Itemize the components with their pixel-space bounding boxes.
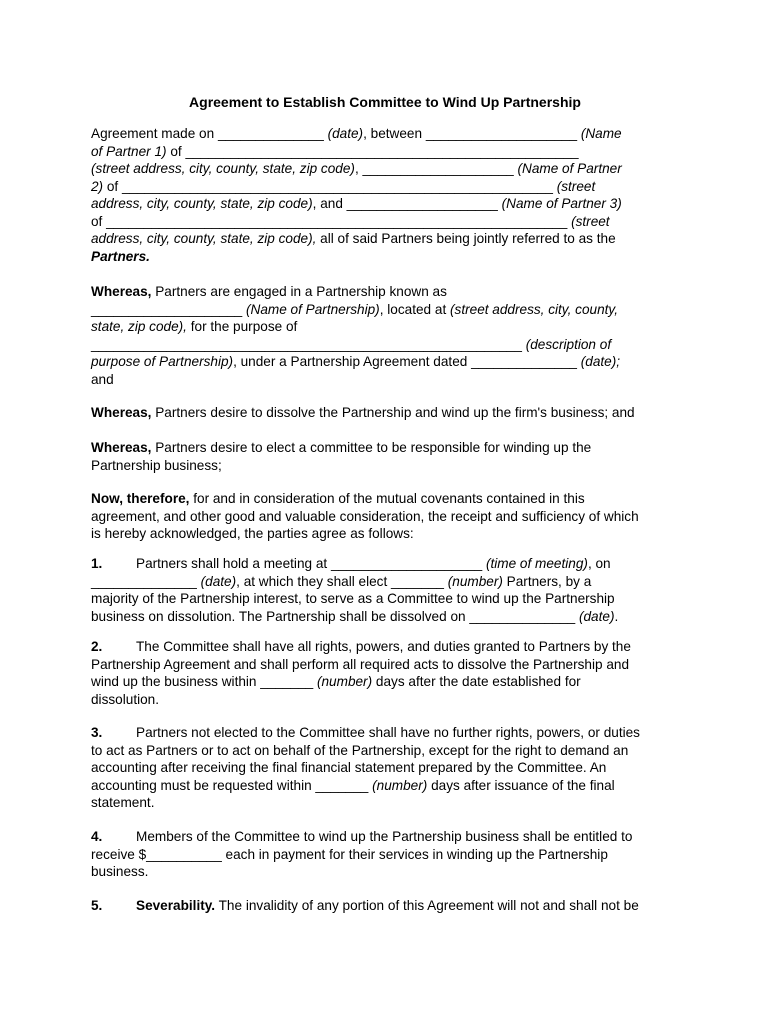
section3-line-1: 3. Partners not elected to the Committee shall have no further rights, powers, or duties — [91, 725, 640, 740]
whereas-paragraph-1 — [91, 283, 620, 388]
section4-line-3: business. — [91, 864, 149, 879]
whereas2-line-1: Whereas, Partners desire to dissolve the Partnership and wind up the firm's business; and — [91, 405, 635, 420]
section-5 — [91, 897, 639, 915]
now-therefore-line-1: Now, therefore, for and in consideration of the mutual covenants contained in this — [91, 491, 585, 506]
section3-line-2: to act as Partners or to act on behalf of the Partnership, except for the right to demand an — [91, 742, 629, 758]
section1-line-4: business on dissolution. The Partnership shall be dissolved on ______________ (date). — [91, 608, 619, 624]
whereas1-line-2: ____________________ (Name of Partnership), located at (street address, city, county, — [91, 301, 618, 317]
section2-line-4: dissolution. — [91, 691, 160, 707]
whereas1-line-6: and — [91, 371, 114, 387]
section5-line-1: 5. Severability. The invalidity of any portion of this Agreement will not and shall not be — [91, 898, 639, 913]
section2-line-3: wind up the business within _______ (number) days after the date established for — [91, 674, 581, 689]
section3-line-3: accounting after receiving the final financial statement prepared by the Committee. An — [91, 760, 607, 775]
section-number: 5. — [91, 898, 103, 913]
whereas3-line-1: Whereas, Partners desire to elect a committee to be responsible for winding up the — [91, 440, 592, 455]
section2-line-2: Partnership Agreement and shall perform all required acts to dissolve the Partnership and — [91, 656, 630, 672]
preamble-line-6: of _____________________________________________________________ (street — [91, 213, 610, 229]
whereas1-line-3: state, zip code), for the purpose of — [91, 319, 298, 334]
whereas-paragraph-3 — [91, 439, 591, 474]
section1-line-2: ______________ (date), at which they shall elect _______ (number) Partners, by a — [91, 573, 592, 589]
section-number: 3. — [91, 725, 103, 740]
document-title: Agreement to Establish Committee to Wind Up Partnership — [189, 94, 581, 110]
preamble-line-8: Partners. — [91, 248, 150, 264]
preamble-line-2: of Partner 1) of ____________________________________________________ — [91, 143, 579, 159]
now-therefore-line-3: is hereby acknowledged, the parties agree as follows: — [91, 526, 414, 541]
section-number: 1. — [91, 556, 103, 571]
preamble-line-4: 2) of _________________________________________________________ (street — [91, 178, 596, 194]
whereas1-line-4: _________________________________________________________ (description of — [91, 336, 612, 352]
whereas-paragraph-2 — [91, 404, 635, 422]
whereas1-line-5: purpose of Partnership), under a Partnership Agreement dated ______________ (date); — [91, 354, 621, 369]
now-therefore-paragraph — [91, 490, 639, 543]
section-4 — [91, 828, 632, 881]
preamble-line-3: (street address, city, county, state, zip code), ____________________ (Name of Partner — [91, 161, 622, 176]
whereas1-line-1: Whereas, Partners are engaged in a Partnership known as — [91, 284, 447, 299]
section3-line-4: accounting must be requested within _______ (number) days after issuance of the final — [91, 777, 615, 793]
preamble-line-1: Agreement made on ______________ (date), between ____________________ (Name — [91, 126, 622, 141]
section-2 — [91, 638, 631, 708]
section1-line-3: majority of the Partnership interest, to serve as a Committee to wind up the Partnership — [91, 591, 615, 606]
section4-line-1: 4. Members of the Committee to wind up the Partnership business shall be entitled to — [91, 829, 633, 844]
preamble-line-5: address, city, county, state, zip code), and ____________________ (Name of Partner 3) — [91, 196, 622, 211]
whereas3-line-2: Partnership business; — [91, 457, 222, 473]
preamble-paragraph — [91, 125, 622, 265]
now-therefore-line-2: agreement, and other good and valuable consideration, the receipt and sufficiency of which — [91, 508, 639, 524]
preamble-line-7: address, city, county, state, zip code), all of said Partners being jointly referred to as the — [91, 231, 616, 246]
section-1 — [91, 555, 618, 625]
section1-line-1: 1. Partners shall hold a meeting at ____________________ (time of meeting), on — [91, 556, 611, 571]
section-3 — [91, 724, 640, 812]
section-number: 4. — [91, 829, 103, 844]
section3-line-5: statement. — [91, 795, 155, 810]
section2-line-1: 2. The Committee shall have all rights, powers, and duties granted to Partners by the — [91, 639, 631, 654]
section-number: 2. — [91, 639, 103, 654]
section4-line-2: receive $__________ each in payment for their services in winding up the Partnership — [91, 846, 608, 862]
